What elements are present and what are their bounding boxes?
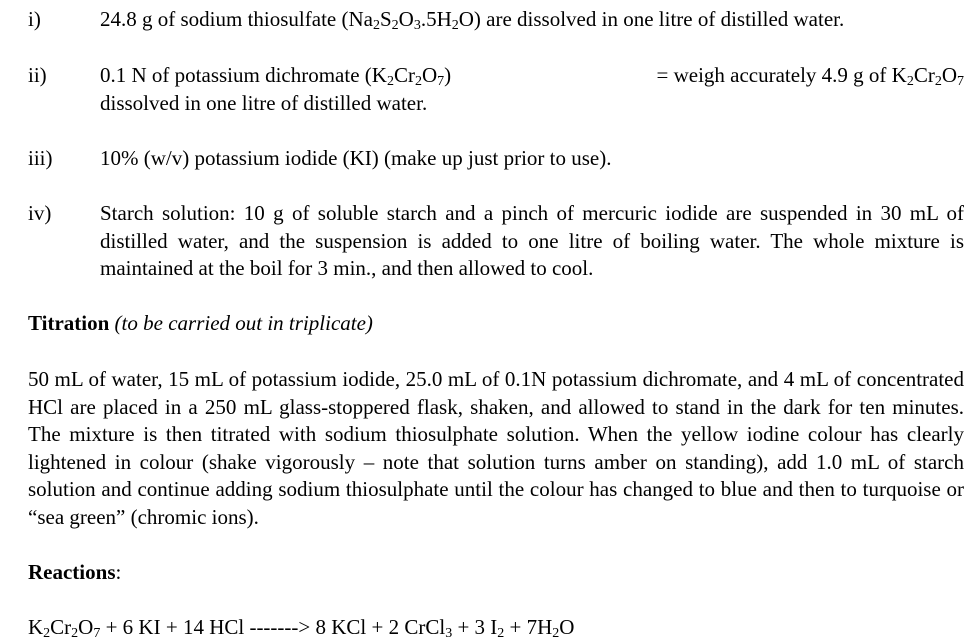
item-number: i) bbox=[28, 7, 41, 31]
reactions-heading: Reactions: bbox=[28, 560, 122, 584]
titration-paragraph: 50 mL of water, 15 mL of potassium iodide, 25.0 mL of 0.1N potassium dichromate, and 4 mL of concentrated HCl are placed in a 250 mL glass-stoppered flask, shaken, and allowed to stand in the dark for ten minutes. The mixture is then titrated with sodium thiosulphate solution. When the yellow iodine colour has clearly lightened in colour (shake vigorously – note that solution turns amber on standing), add 1.0 mL of starch solution and continue adding sodium thiosulphate until the colour has changed to blue and then to turquoise or “sea green” (chromic ions). bbox=[28, 367, 964, 529]
item-number: iii) bbox=[28, 146, 53, 170]
item-number: iv) bbox=[28, 201, 52, 225]
item-text: Starch solution: 10 g of soluble starch and a pinch of mercuric iodide are suspended in 30 mL of distilled water, and the suspension is added to one litre of boiling water. The whole mixture is maintained at the boil for 3 min., and then allowed to cool. bbox=[100, 201, 964, 280]
section-title: Titration bbox=[28, 311, 110, 335]
item-text: 24.8 g of sodium thiosulfate $(Na_2S_2O_3.5H_2O)$ are dissolved in one litre of distilled water. bbox=[100, 7, 845, 33]
titration-heading bbox=[28, 310, 964, 338]
item-text: 10% (w/v) potassium iodide (KI) (make up just prior to use). bbox=[100, 146, 612, 170]
item-number: ii) bbox=[28, 63, 47, 87]
section-title: Reactions bbox=[28, 560, 116, 584]
item-text: 0.1 N of potassium dichromate $(K_2Cr_2O_7)$ = weigh accurately 4.9 g of $K_2Cr_2O_7$ dissolved in one litre of distilled water. bbox=[100, 63, 964, 115]
reaction-equation: $K_2Cr_2O_7 + 6$ KI + 14 HCl -------> 8 KCl + 2 CrCl$_3$ + 3 $I_2 + 7H_2O$ bbox=[28, 615, 575, 641]
section-subtitle: (to be carried out in triplicate) bbox=[114, 311, 373, 335]
